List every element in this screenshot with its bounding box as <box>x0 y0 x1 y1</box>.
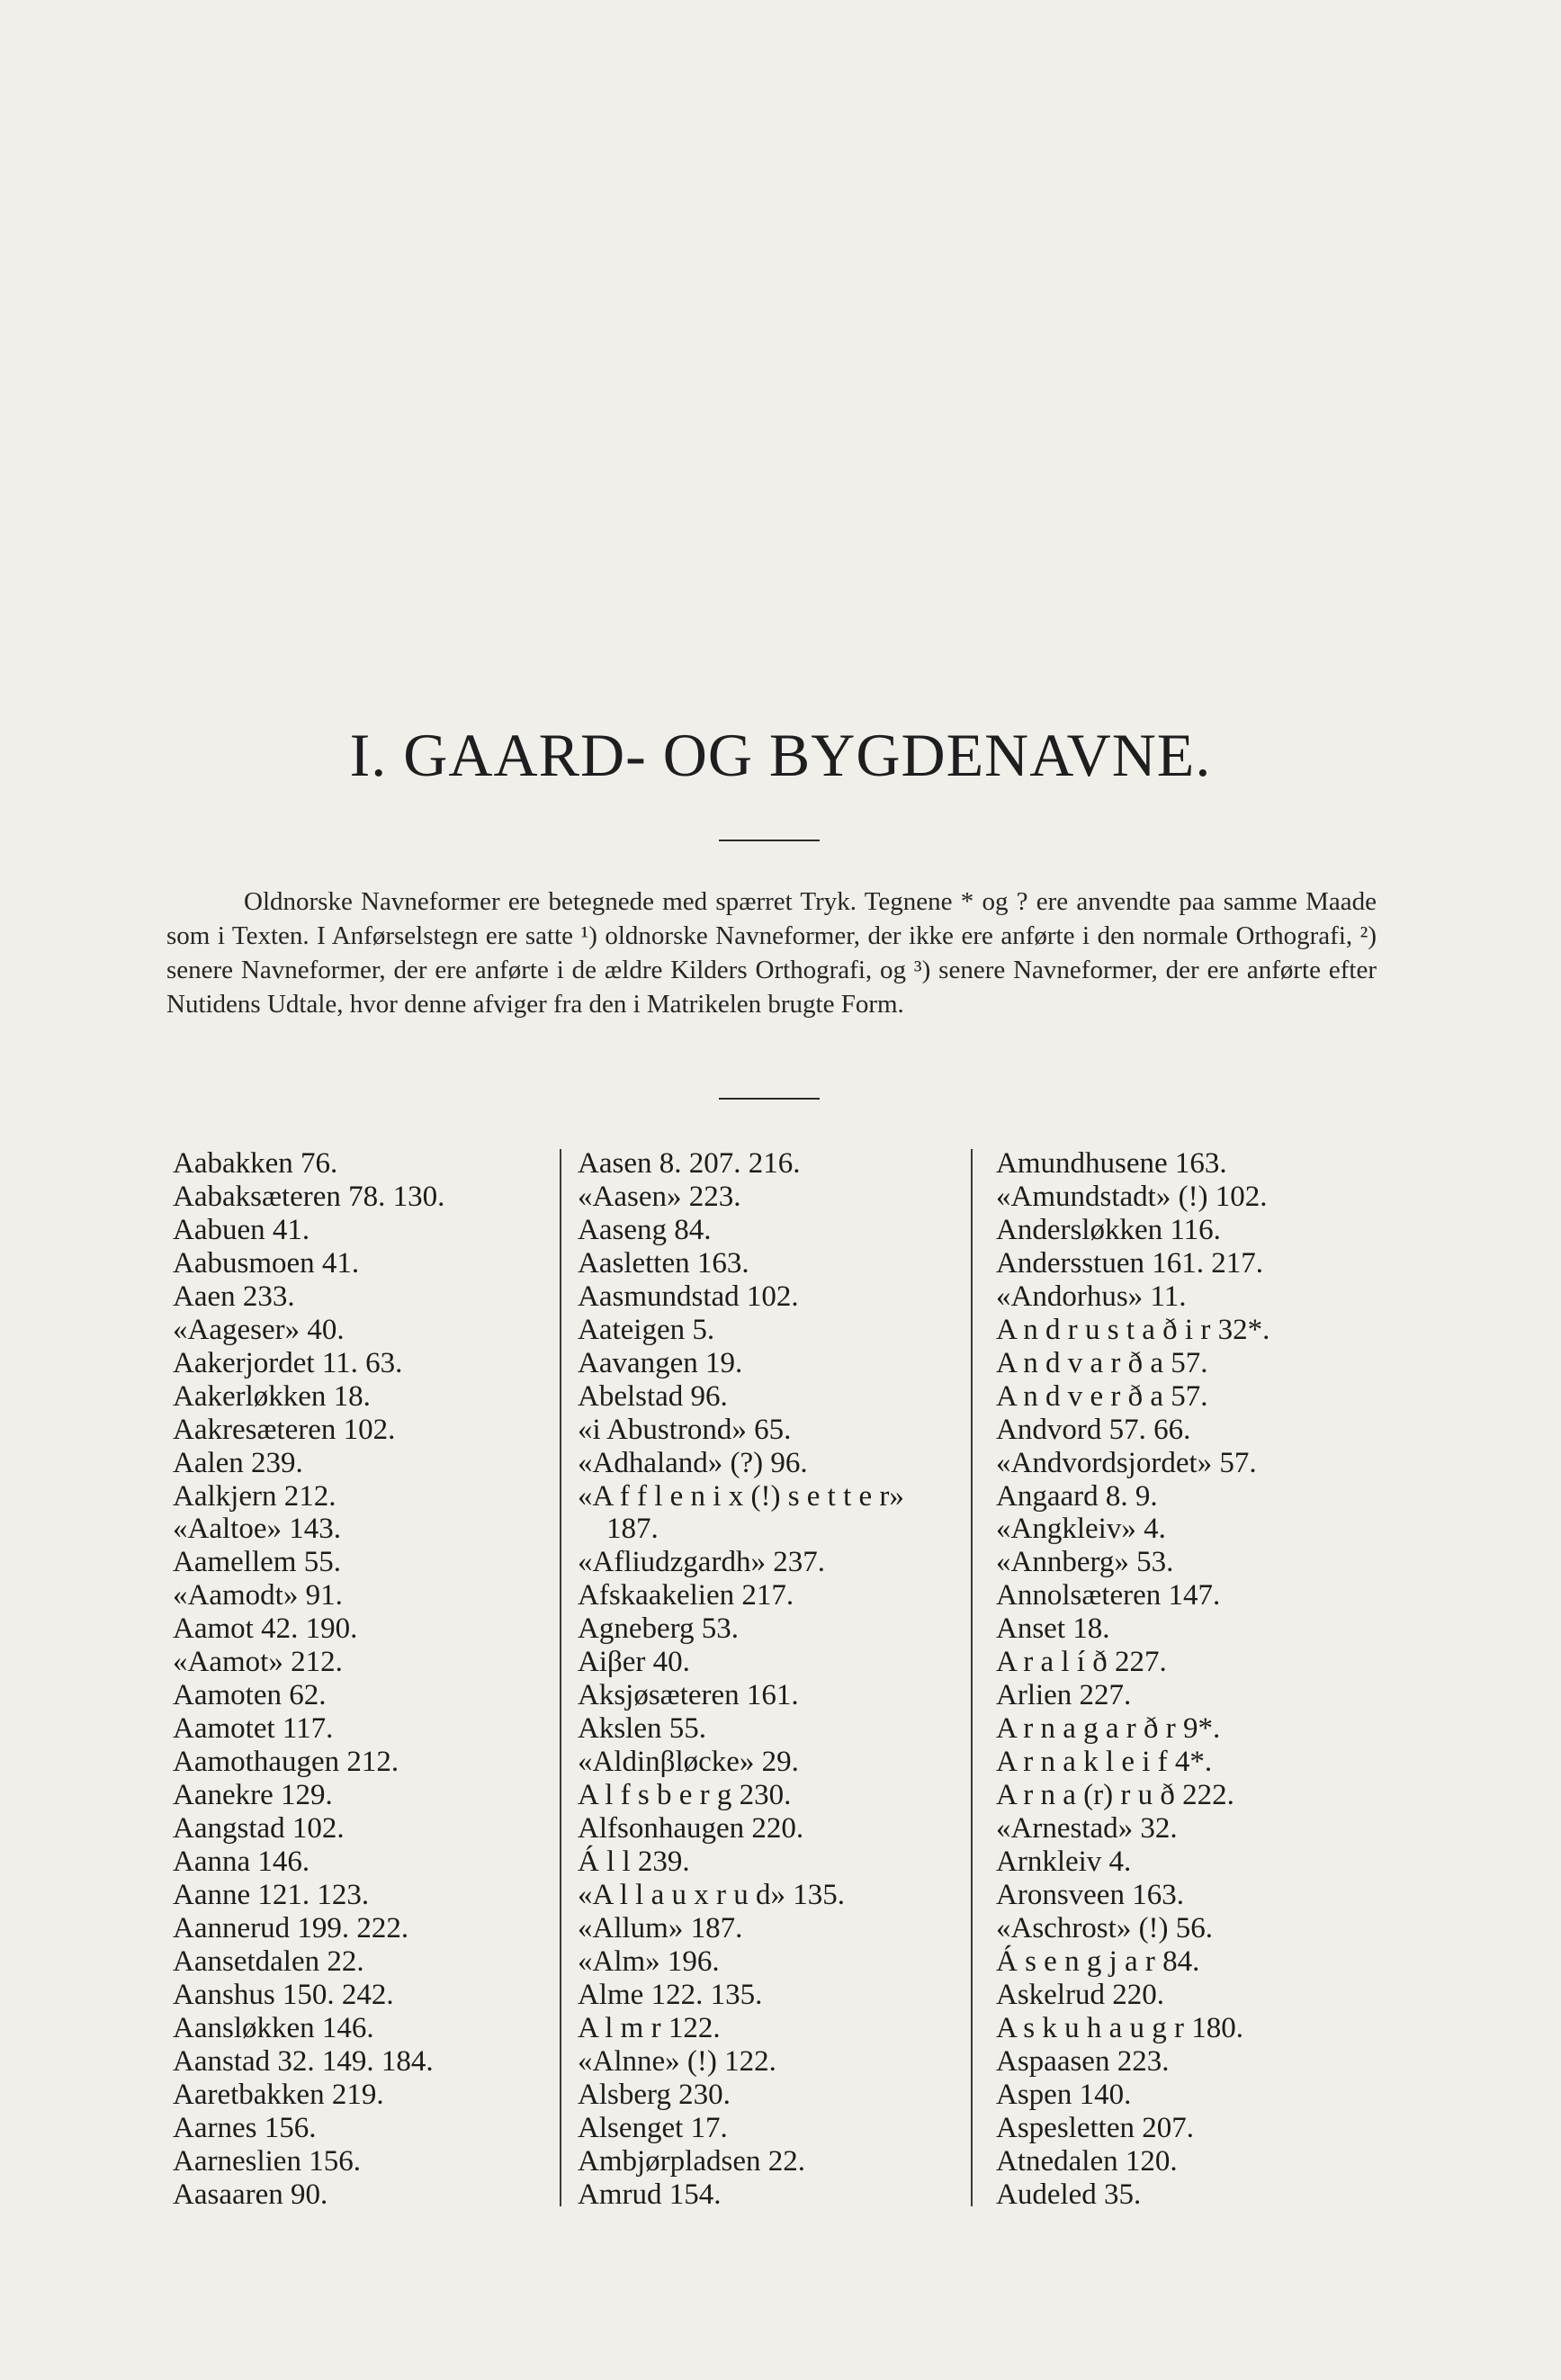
index-entry: A l m r 122. <box>578 2011 721 2044</box>
intro-paragraph <box>166 885 1377 1021</box>
index-entry: Aansetdalen 22. <box>173 1944 364 1978</box>
column-separator <box>560 1149 561 2206</box>
index-entry: «Allum» 187. <box>578 1911 743 1944</box>
index-entry: Afskaakelien 217. <box>578 1579 794 1612</box>
index-entry: A r a l í ð 227. <box>996 1646 1167 1679</box>
index-entry: Aabaksæteren 78. 130. <box>173 1180 445 1213</box>
index-entry: A r n a k l e i f 4*. <box>996 1746 1213 1779</box>
index-entry: «i Abustrond» 65. <box>578 1413 792 1446</box>
index-columns <box>166 1147 1377 2227</box>
index-entry: «Adhaland» (?) 96. <box>578 1446 808 1479</box>
index-entry: Aspen 140. <box>996 2078 1132 2111</box>
index-entry: A l f s b e r g 230. <box>578 1779 792 1812</box>
index-entry: Annolsæteren 147. <box>996 1579 1221 1612</box>
index-entry: Alme 122. 135. <box>578 1978 763 2011</box>
index-entry: Aamotet 117. <box>173 1712 334 1746</box>
index-entry: «Alm» 196. <box>578 1944 720 1978</box>
index-entry: Amundhusene 163. <box>996 1147 1227 1180</box>
index-entry: Aarnes 156. <box>173 2111 317 2144</box>
index-entry: Angaard 8. 9. <box>996 1479 1158 1513</box>
index-entry: Abelstad 96. <box>578 1379 728 1413</box>
index-entry: «Aasen» 223. <box>578 1180 741 1213</box>
index-entry: «A l l a u x r u d» 135. <box>578 1878 845 1911</box>
index-entry: Aiβer 40. <box>578 1646 690 1679</box>
index-entry: Andersløkken 116. <box>996 1213 1221 1246</box>
index-entry: Akslen 55. <box>578 1712 706 1746</box>
index-entry: «Arnestad» 32. <box>996 1812 1178 1846</box>
index-entry: Alsenget 17. <box>578 2111 728 2144</box>
index-entry: Á s e n g j a r 84. <box>996 1944 1200 1978</box>
index-entry: A n d v e r ð a 57. <box>996 1379 1208 1413</box>
index-entry: «Aamot» 212. <box>173 1646 343 1679</box>
divider-bottom <box>719 1098 820 1100</box>
index-entry: A n d v a r ð a 57. <box>996 1346 1208 1379</box>
index-entry: 187. <box>606 1513 659 1546</box>
index-entry: Aangstad 102. <box>173 1812 345 1846</box>
index-entry: «Afliudzgardh» 237. <box>578 1546 825 1579</box>
chapter-title: I. GAARD- OG BYGDENAVNE. <box>349 721 1212 789</box>
index-entry: «Alnne» (!) 122. <box>578 2044 776 2078</box>
index-entry: Aamellem 55. <box>173 1546 341 1579</box>
intro-text: Oldnorske Navneformer ere betegnede med spærret Tryk. Tegnene * og ? ere anvendte paa samme Maade som i Texten. I Anførselstegn ere satte ¹) oldnorske Navneformer, der ikke ere anførte i den normale Orthografi, ²) senere Navneformer, der ere anførte i de ældre Kilders Orthografi, og ³) senere Navneformer, der ere anførte efter Nutidens Udtale, hvor denne afviger fra den i Matrikelen brugte Form. <box>166 887 1377 1019</box>
index-entry: «Andvordsjordet» 57. <box>996 1446 1257 1479</box>
index-entry: Amrud 154. <box>578 2178 722 2211</box>
index-column-3 <box>996 1147 1269 2212</box>
index-entry: Aanna 146. <box>173 1846 310 1879</box>
index-entry: «Aschrost» (!) 56. <box>996 1911 1214 1944</box>
index-entry: Á l l 239. <box>578 1846 690 1879</box>
index-entry: Aakresæteren 102. <box>173 1413 396 1446</box>
index-entry: Alsberg 230. <box>578 2078 731 2111</box>
index-entry: Atnedalen 120. <box>996 2144 1178 2178</box>
index-entry: Arnkleiv 4. <box>996 1846 1132 1879</box>
index-entry: Aamoten 62. <box>173 1679 327 1712</box>
index-entry: Arlien 227. <box>996 1679 1132 1712</box>
index-entry: Aaen 233. <box>173 1280 295 1313</box>
index-entry: Aasletten 163. <box>578 1246 749 1280</box>
index-entry: Agneberg 53. <box>578 1612 740 1646</box>
index-entry: Aavangen 19. <box>578 1346 743 1379</box>
index-entry: «A f f l e n i x (!) s e t t e r» <box>578 1479 904 1513</box>
index-entry: Aspaasen 223. <box>996 2044 1170 2078</box>
index-entry: «Annberg» 53. <box>996 1546 1174 1579</box>
index-entry: Ambjørpladsen 22. <box>578 2144 805 2178</box>
index-entry: Aakerjordet 11. 63. <box>173 1346 403 1379</box>
index-entry: A s k u h a u g r 180. <box>996 2011 1243 2044</box>
index-entry: Aspesletten 207. <box>996 2111 1194 2144</box>
index-entry: Askelrud 220. <box>996 1978 1164 2011</box>
index-entry: Andvord 57. 66. <box>996 1413 1191 1446</box>
index-entry: Aakerløkken 18. <box>173 1379 371 1413</box>
index-entry: «Aaltoe» 143. <box>173 1513 341 1546</box>
index-entry: Aalen 239. <box>173 1446 303 1479</box>
index-entry: Aanstad 32. 149. 184. <box>173 2044 434 2078</box>
index-entry: Aateigen 5. <box>578 1313 715 1346</box>
index-entry: Aannerud 199. 222. <box>173 1911 409 1944</box>
index-entry: Aanne 121. 123. <box>173 1878 370 1911</box>
index-entry: «Angkleiv» 4. <box>996 1513 1166 1546</box>
index-entry: Aanshus 150. 242. <box>173 1978 394 2011</box>
index-entry: Aaseng 84. <box>578 1213 712 1246</box>
index-entry: «Aldinβløcke» 29. <box>578 1746 799 1779</box>
index-entry: Aaretbakken 219. <box>173 2078 384 2111</box>
index-column-2 <box>578 1147 904 2212</box>
index-entry: A r n a (r) r u ð 222. <box>996 1779 1234 1812</box>
index-entry: «Amundstadt» (!) 102. <box>996 1180 1268 1213</box>
index-entry: «Andorhus» 11. <box>996 1280 1187 1313</box>
divider-top <box>719 840 820 841</box>
index-column-1 <box>173 1147 444 2212</box>
column-separator <box>971 1149 973 2206</box>
index-entry: Aronsveen 163. <box>996 1878 1184 1911</box>
index-entry: Aabusmoen 41. <box>173 1246 360 1280</box>
index-entry: Aamothaugen 212. <box>173 1746 399 1779</box>
index-entry: Anset 18. <box>996 1612 1110 1646</box>
index-entry: A r n a g a r ð r 9*. <box>996 1712 1221 1746</box>
index-entry: Aalkjern 212. <box>173 1479 336 1513</box>
index-entry: Andersstuen 161. 217. <box>996 1246 1263 1280</box>
index-entry: Aabakken 76. <box>173 1147 338 1180</box>
index-entry: Aasen 8. 207. 216. <box>578 1147 801 1180</box>
index-entry: «Aamodt» 91. <box>173 1579 343 1612</box>
index-entry: Alfsonhaugen 220. <box>578 1812 804 1846</box>
index-entry: Aabuen 41. <box>173 1213 310 1246</box>
index-entry: «Aageser» 40. <box>173 1313 345 1346</box>
index-entry: Aasaaren 90. <box>173 2178 328 2211</box>
index-entry: Aamot 42. 190. <box>173 1612 358 1646</box>
index-entry: Aksjøsæteren 161. <box>578 1679 799 1712</box>
index-entry: A n d r u s t a ð i r 32*. <box>996 1313 1270 1346</box>
index-entry: Audeled 35. <box>996 2178 1142 2211</box>
index-entry: Aanekre 129. <box>173 1779 333 1812</box>
index-entry: Aarneslien 156. <box>173 2144 361 2178</box>
index-entry: Aasmundstad 102. <box>578 1280 799 1313</box>
index-entry: Aansløkken 146. <box>173 2011 374 2044</box>
